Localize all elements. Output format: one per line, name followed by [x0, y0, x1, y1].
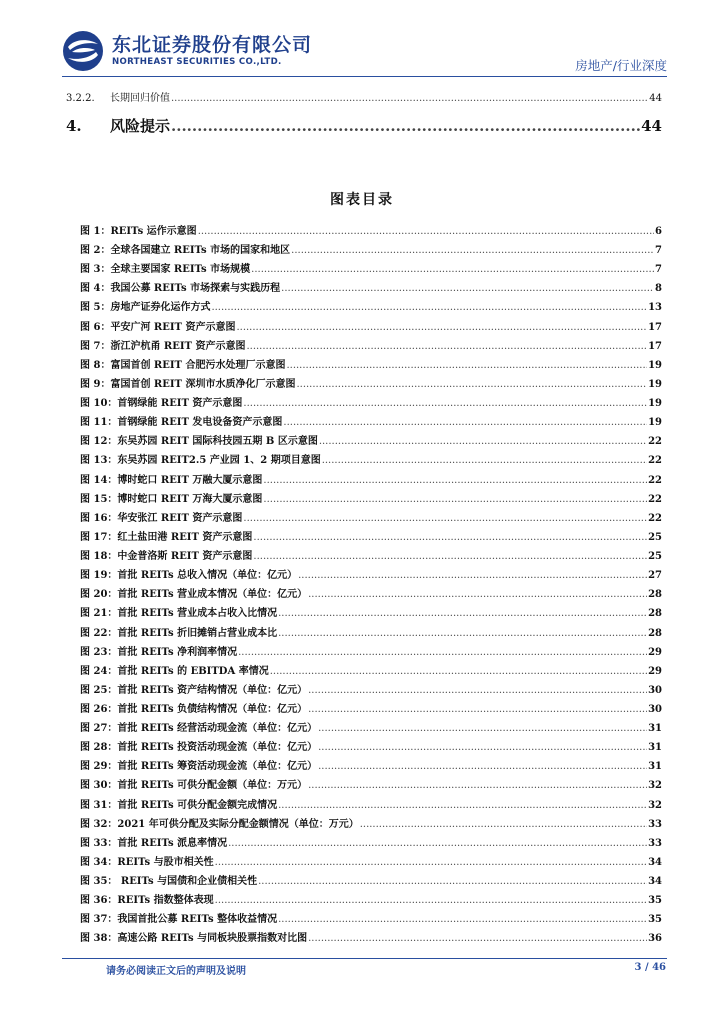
figure-list-item[interactable] [80, 375, 662, 390]
figure-list-item[interactable] [80, 624, 662, 639]
toc-entry-number: 4. [66, 117, 82, 135]
figure-list-item[interactable] [80, 853, 662, 868]
figure-list-item[interactable] [80, 643, 662, 658]
toc-entry-label: 长期回归价值 [110, 93, 170, 104]
figure-leader-dots [291, 245, 654, 256]
figure-list-item-page: 32 [648, 780, 662, 792]
figure-list-item-page: 32 [648, 799, 662, 811]
figure-list-item-label: 图 38：高速公路 REITs 与同板块股票指数对比图 [80, 933, 308, 945]
figure-list-item-label: 图 35： REITs 与国债和企业债相关性 [80, 876, 258, 888]
figure-leader-dots [253, 551, 647, 562]
figure-list-item-label: 图 20：首批 REITs 营业成本情况（单位：亿元） [80, 589, 308, 601]
figure-list-item[interactable] [80, 337, 662, 352]
figure-list-item-page: 19 [648, 359, 662, 371]
figure-list-item[interactable] [80, 585, 662, 600]
figure-leader-dots [296, 379, 647, 390]
figure-list-item-page: 31 [648, 761, 662, 773]
figure-list-item-label: 图 30：首批 REITs 可供分配金额（单位：万元） [80, 780, 308, 792]
figure-list-item-label: 图 9：富国首创 REIT 深圳市水质净化厂示意图 [80, 378, 296, 390]
figure-list-item-label: 图 26：首批 REITs 负债结构情况（单位：亿元） [80, 704, 308, 715]
figure-leader-dots [278, 800, 647, 811]
figure-list-item-label: 图 4：我国公募 REITs 市场探索与实践历程 [80, 283, 281, 295]
figure-leader-dots [322, 455, 647, 466]
figure-leader-dots [308, 685, 647, 696]
toc-leader-dots [171, 93, 648, 104]
figure-list-item[interactable] [80, 451, 662, 466]
figure-list-item[interactable] [80, 910, 662, 925]
figure-list-item-page: 30 [648, 684, 662, 696]
figure-list-item[interactable] [80, 528, 662, 543]
report-category: 房地产/行业深度 [575, 58, 667, 73]
figure-leader-dots [298, 570, 647, 581]
figure-list-item[interactable] [80, 566, 662, 581]
figure-list-item-page: 28 [648, 589, 662, 601]
figure-list-item-label: 图 17：红土盐田港 REIT 资产示意图 [80, 531, 253, 543]
figure-list-item-label: 图 1：REITs 运作示意图 [80, 226, 197, 237]
figure-leader-dots [308, 589, 647, 600]
figure-list-item[interactable] [80, 509, 662, 524]
figure-list-title: 图表目录 [330, 192, 394, 208]
figure-leader-dots [281, 283, 654, 294]
figure-list-item-page: 35 [648, 895, 662, 907]
figure-list-item[interactable] [80, 719, 662, 734]
figure-list-item-page: 8 [655, 283, 662, 295]
figure-list-item-page: 22 [648, 436, 662, 448]
figure-leader-dots [215, 857, 647, 868]
figure-list-item-label: 图 15：博时蛇口 REIT 万海大厦示意图 [80, 493, 263, 505]
figure-leader-dots [238, 647, 647, 658]
figure-leader-dots [251, 264, 654, 275]
company-name-en: NORTHEAST SECURITIES CO.,LTD. [112, 57, 282, 67]
figure-list-item[interactable] [80, 700, 662, 715]
figure-leader-dots [253, 532, 647, 543]
figure-list-item[interactable] [80, 776, 662, 791]
figure-list-item[interactable] [80, 432, 662, 447]
figure-leader-dots [243, 513, 647, 524]
figure-leader-dots [308, 704, 647, 715]
footer-divider [62, 958, 667, 959]
figure-leader-dots [236, 322, 647, 333]
figure-list-item-label: 图 12：东吴苏园 REIT 国际科技园五期 B 区示意图 [80, 436, 318, 448]
toc-entry-label: 风险提示 [110, 117, 171, 135]
figure-list-item-label: 图 32：2021 年可供分配及实际分配金额情况（单位：万元） [80, 818, 359, 830]
figure-list-item-label: 图 29：首批 REITs 筹资活动现金流（单位：亿元） [80, 761, 318, 773]
figure-list-item-label: 图 8：富国首创 REIT 合肥污水处理厂示意图 [80, 359, 286, 371]
figure-list-item-page: 19 [648, 398, 662, 410]
figure-list-item-label: 图 28：首批 REITs 投资活动现金流（单位：亿元） [80, 742, 318, 754]
figure-leader-dots [318, 761, 647, 772]
figure-list-item-label: 图 24：首批 REITs 的 EBITDA 率情况 [80, 665, 269, 677]
figure-list-item-label: 图 18：中金普洛斯 REIT 资产示意图 [80, 551, 253, 563]
figure-list-item-page: 35 [648, 914, 662, 926]
figure-leader-dots [278, 914, 647, 925]
figure-list-item-page: 31 [648, 723, 662, 735]
header-divider [62, 76, 667, 77]
figure-leader-dots [211, 302, 647, 313]
figure-list-item-page: 27 [648, 570, 662, 582]
figure-list-item[interactable] [80, 547, 662, 562]
figure-list-item-page: 7 [655, 264, 662, 276]
figure-leader-dots [243, 398, 647, 409]
figure-list-item[interactable] [80, 260, 662, 275]
figure-list-item[interactable] [80, 222, 662, 237]
figure-leader-dots [308, 780, 647, 791]
figure-list-item-label: 图 10：首钢绿能 REIT 资产示意图 [80, 398, 243, 410]
figure-list-item-page: 19 [648, 417, 662, 429]
figure-list-item-label: 图 31：首批 REITs 可供分配金额完成情况 [80, 799, 278, 811]
figure-list-item-page: 22 [648, 493, 662, 505]
footer-page-number: 3 / 46 [634, 962, 666, 973]
figure-leader-dots [278, 628, 647, 639]
figure-list-item-label: 图 2：全球各国建立 REITs 市场的国家和地区 [80, 245, 291, 257]
toc-leader-dots [171, 117, 640, 135]
figure-leader-dots [308, 933, 647, 944]
figure-list-item-label: 图 3：全球主要国家 REITs 市场规模 [80, 264, 251, 276]
figure-list-item-page: 25 [648, 531, 662, 543]
figure-list-item-page: 25 [648, 551, 662, 563]
footer-disclaimer-notice: 请务必阅读正文后的声明及说明 [106, 966, 246, 977]
company-logo [62, 30, 312, 72]
figure-list-item[interactable] [80, 279, 662, 294]
figure-list-item[interactable] [80, 394, 662, 409]
toc-entry[interactable] [66, 89, 662, 104]
figure-leader-dots [228, 838, 647, 849]
figure-list-item-page: 34 [648, 876, 662, 888]
figure-leader-dots [319, 436, 647, 447]
figure-list-item-page: 29 [648, 646, 662, 658]
figure-leader-dots [318, 742, 647, 753]
figure-list-item-page: 19 [648, 378, 662, 390]
figure-list-item[interactable] [80, 318, 662, 333]
figure-list-item-page: 28 [648, 608, 662, 620]
figure-list-item-page: 22 [648, 474, 662, 486]
figure-list-item-label: 图 25：首批 REITs 资产结构情况（单位：亿元） [80, 684, 308, 696]
figure-list-item-label: 图 34：REITs 与股市相关性 [80, 856, 214, 868]
figure-list-item[interactable] [80, 738, 662, 753]
figure-leader-dots [283, 417, 647, 428]
figure-leader-dots [263, 494, 647, 505]
figure-list-item[interactable] [80, 929, 662, 944]
figure-list-item-page: 29 [648, 665, 662, 677]
figure-list-item-label: 图 6：平安广河 REIT 资产示意图 [80, 321, 236, 333]
page-header [0, 0, 724, 82]
figure-list-item-page: 17 [648, 321, 662, 333]
figure-list-item-label: 图 16：华安张江 REIT 资产示意图 [80, 512, 243, 524]
figure-list-item-label: 图 27：首批 REITs 经营活动现金流（单位：亿元） [80, 723, 318, 735]
figure-list-item[interactable] [80, 796, 662, 811]
figure-list-item-page: 30 [648, 704, 662, 715]
figure-list-item[interactable] [80, 681, 662, 696]
figure-list-item[interactable] [80, 298, 662, 313]
figure-leader-dots [360, 819, 647, 830]
toc-entry[interactable] [66, 115, 662, 136]
figure-list-item-page: 17 [648, 340, 662, 352]
figure-list-item[interactable] [80, 356, 662, 371]
figure-list-item[interactable] [80, 413, 662, 428]
figure-list-item-label: 图 14：博时蛇口 REIT 万融大厦示意图 [80, 474, 263, 486]
company-logo-icon [62, 30, 104, 72]
figure-list-item-label: 图 19：首批 REITs 总收入情况（单位：亿元） [80, 570, 298, 582]
figure-list-item-page: 33 [648, 818, 662, 830]
figure-list-item-page: 36 [648, 933, 662, 945]
figure-leader-dots [278, 608, 647, 619]
figure-list-item-label: 图 22：首批 REITs 折旧摊销占营业成本比 [80, 627, 278, 639]
figure-list-item[interactable] [80, 604, 662, 619]
figure-leader-dots [215, 895, 647, 906]
figure-list-item[interactable] [80, 757, 662, 772]
figure-list-item[interactable] [80, 662, 662, 677]
figure-list-item[interactable] [80, 471, 662, 486]
figure-list-item-page: 33 [648, 837, 662, 849]
company-name-cn: 东北证券股份有限公司 [112, 34, 313, 56]
figure-list-item-page: 22 [648, 455, 662, 467]
toc-entry-page: 44 [649, 93, 662, 104]
figure-list-item-label: 图 23：首批 REITs 净利润率情况 [80, 646, 238, 658]
figure-list-item[interactable] [80, 490, 662, 505]
figure-leader-dots [270, 666, 647, 677]
figure-list-item-label: 图 21：首批 REITs 营业成本占收入比情况 [80, 608, 278, 620]
figure-list-item[interactable] [80, 815, 662, 830]
figure-leader-dots [246, 341, 647, 352]
toc-entry-number: 3.2.2. [66, 93, 95, 104]
figure-list-item[interactable] [80, 872, 662, 887]
figure-list-item-page: 6 [655, 226, 662, 237]
figure-list-item-label: 图 33：首批 REITs 派息率情况 [80, 837, 228, 849]
figure-list-item[interactable] [80, 891, 662, 906]
figure-list-item-page: 28 [648, 627, 662, 639]
figure-list-item[interactable] [80, 834, 662, 849]
figure-leader-dots [198, 226, 654, 237]
figure-list-item-page: 22 [648, 512, 662, 524]
figure-list-item[interactable] [80, 241, 662, 256]
figure-leader-dots [318, 723, 647, 734]
figure-list-item-label: 图 11：首钢绿能 REIT 发电设备资产示意图 [80, 417, 283, 429]
figure-list-item-page: 13 [648, 302, 662, 314]
figure-list-item-page: 31 [648, 742, 662, 754]
figure-list-item-label: 图 36：REITs 指数整体表现 [80, 895, 214, 907]
toc-entry-page: 44 [641, 117, 662, 135]
figure-list-item-label: 图 37：我国首批公募 REITs 整体收益情况 [80, 914, 278, 926]
figure-leader-dots [286, 360, 647, 371]
figure-list-item-page: 7 [655, 245, 662, 257]
figure-leader-dots [258, 876, 647, 887]
figure-list-item-page: 34 [648, 856, 662, 868]
figure-list-item-label: 图 13：东吴苏园 REIT2.5 产业园 1、2 期项目意图 [80, 455, 321, 467]
figure-leader-dots [263, 475, 647, 486]
figure-list-item-label: 图 7：浙江沪杭甬 REIT 资产示意图 [80, 340, 246, 352]
figure-list-item-label: 图 5：房地产证券化运作方式 [80, 302, 211, 314]
